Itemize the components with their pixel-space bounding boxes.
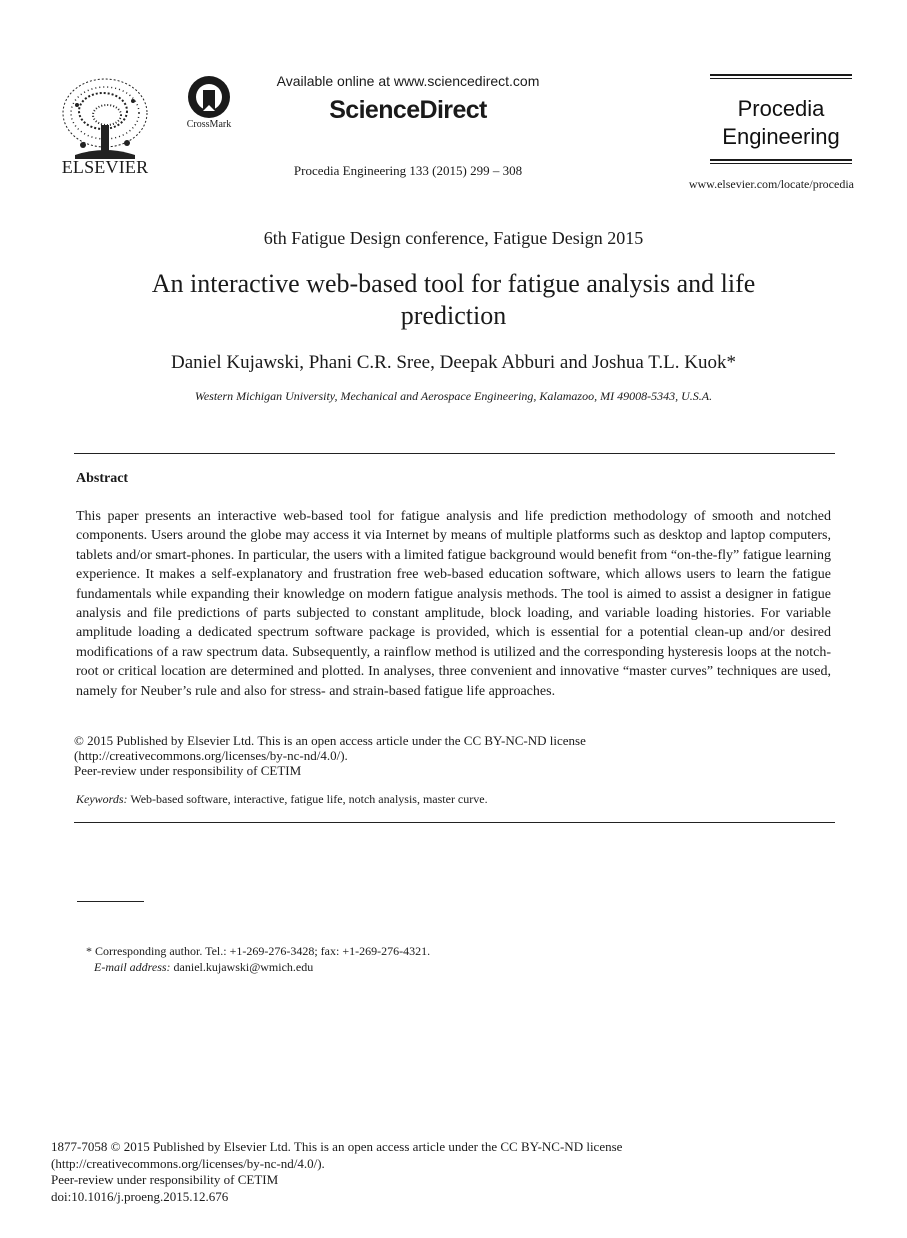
footnote <box>86 943 686 975</box>
license-link-bottom[interactable]: (http://creativecommons.org/licenses/by-nc-nd/4.0/). <box>51 1155 325 1171</box>
footnote-rule <box>77 901 144 902</box>
journal-title-line1: Procedia <box>737 96 825 121</box>
author-list: Daniel Kujawski, Phani C.R. Sree, Deepak Abburi and Joshua T.L. Kuok* <box>171 352 736 373</box>
doi[interactable]: doi:10.1016/j.proeng.2015.12.676 <box>51 1188 229 1204</box>
keywords-label: Keywords: <box>76 792 128 806</box>
divider-bottom <box>74 822 835 823</box>
journal-url[interactable]: www.elsevier.com/locate/procedia <box>688 177 854 191</box>
peer-review-bottom: Peer-review under responsibility of CETIM <box>51 1172 279 1187</box>
email-label: E-mail address: <box>94 960 171 974</box>
peer-review-line: Peer-review under responsibility of CETIM <box>74 763 302 778</box>
publication-info <box>51 1139 751 1205</box>
issn-license-line: 1877-7058 © 2015 Published by Elsevier Ltd. This is an open access article under the CC BY-NC-ND license <box>51 1139 623 1154</box>
available-online-text[interactable]: Available online at www.sciencedirect.com <box>276 73 540 89</box>
sciencedirect-logo: ScienceDirect <box>329 96 487 124</box>
elsevier-wordmark: ELSEVIER <box>61 157 149 177</box>
divider-top <box>74 453 835 454</box>
keywords <box>76 792 836 807</box>
journal-box-bottom-rule <box>710 159 852 164</box>
journal-title-line2: Engineering <box>722 124 840 149</box>
license-link[interactable]: (http://creativecommons.org/licenses/by-nc-nd/4.0/). <box>74 748 348 763</box>
paper-title-line2: prediction <box>400 301 507 330</box>
email-address[interactable]: daniel.kujawski@wmich.edu <box>173 960 314 974</box>
paper-title <box>100 268 807 332</box>
keywords-text: Web-based software, interactive, fatigue life, notch analysis, master curve. <box>130 792 488 806</box>
license-block <box>74 733 834 778</box>
abstract-heading: Abstract <box>76 471 129 486</box>
abstract-body: This paper presents an interactive web-based tool for fatigue analysis and life prediction methodology of smooth and notched components. Users around the globe may access it via Internet by means of multiple platforms such as desktop and laptop computers, tablets and/or smart-phones. In particular, the users with a limited fatigue background would benefit from “on-the-fly” fatigue learning experience. It makes a self-explanatory and frustration free web-based education software, which allows users to learn the fatigue fundamentals while expanding their knowledge on modern fatigue analysis methods. The tool is aimed to assist a designer in fatigue analysis and file predictions of parts subjected to constant amplitude, block loading, and variable loading histories. For variable amplitude loading a dedicated spectrum software package is provided, which is essential for a potential clean-up and/or desired modifications of a raw spectrum data. Subsequently, a rainflow method is utilized and the corresponding hysteresis loops at the notch-root or critical location are determined and plotted. In analyses, three convenient and innovative “master curves” techniques are used, namely for Neuber’s rule and also for stress- and strain-based fatigue life approaches. <box>76 509 831 699</box>
journal-title <box>710 79 852 159</box>
crossmark-label: CrossMark <box>186 119 232 130</box>
conference-name: 6th Fatigue Design conference, Fatigue Design 2015 <box>263 228 644 248</box>
journal-title-box <box>710 74 852 164</box>
journal-reference: Procedia Engineering 133 (2015) 299 – 308 <box>293 163 523 178</box>
paper-title-line1: An interactive web-based tool for fatigue analysis and life <box>151 269 756 298</box>
affiliation: Western Michigan University, Mechanical and Aerospace Engineering, Kalamazoo, MI 49008-5343, U.S.A. <box>194 389 713 403</box>
license-line: © 2015 Published by Elsevier Ltd. This is an open access article under the CC BY-NC-ND license <box>74 733 586 748</box>
corresponding-author: * Corresponding author. Tel.: +1-269-276-3428; fax: +1-269-276-4321. <box>86 944 431 958</box>
email-line <box>86 959 686 975</box>
